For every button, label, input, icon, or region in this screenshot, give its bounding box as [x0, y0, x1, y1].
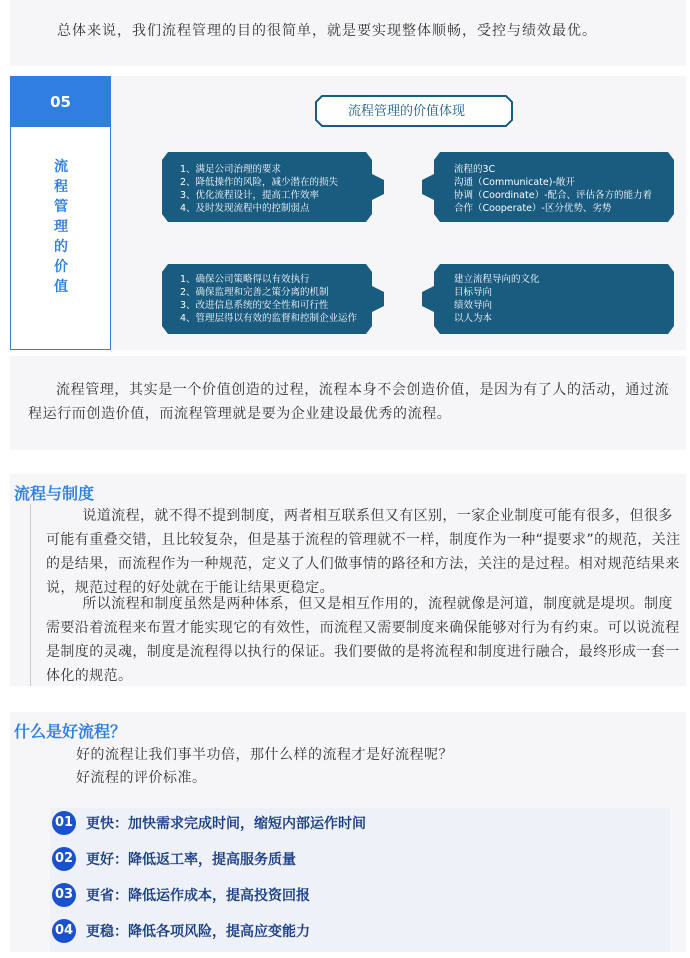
criteria-text: 更快：加快需求完成时间，缩短内部运作时间 [86, 816, 366, 832]
section-05 [10, 76, 686, 350]
section-vertical-title: 流程管理的价值 [54, 159, 68, 295]
box-bottom-left-notch [372, 286, 384, 312]
paragraph: 说道流程，就不得不提到制度，两者相互联系但又有区别，一家企业制度可能有很多，但很多可能有重叠交错，且比较复杂，但是基于流程的管理就不一样，制度作为一种“提要求”的规范，关注的是结果，而流程作为一种规范，定义了人们做事情的路径和方法，关注的是过程。相对规范结果来说，规范过程的好处就在于能让结果更稳定。 [46, 508, 681, 596]
box-line: 2、确保监理和完善之策分离的机制 [180, 287, 329, 298]
quote-bar [30, 504, 31, 686]
process-system-section [10, 474, 686, 686]
value-paragraph-box [10, 356, 686, 450]
criteria-text: 更好：降低返工率，提高服务质量 [86, 852, 296, 868]
box-line: 3、改进信息系统的安全性和可行性 [180, 300, 329, 311]
criteria-text: 更稳：降低各项风险，提高应变能力 [86, 924, 310, 940]
box-line: 合作（Cooperate）-区分优势、劣势 [454, 203, 612, 214]
box-line: 4、及时发现流程中的控制弱点 [180, 203, 310, 214]
intro-line: 好的流程让我们事半功倍，那什么样的流程才是好流程呢？ [76, 747, 453, 763]
box-line: 流程的3C [454, 164, 496, 175]
criteria-panel [50, 808, 670, 952]
box-line: 绩效导向 [454, 300, 493, 311]
number-badge: 03 [52, 883, 76, 907]
section-heading: 什么是好流程？ [14, 722, 127, 741]
box-line: 1、满足公司治理的要求 [180, 164, 282, 175]
box-line: 2、降低操作的风险，减少潜在的损失 [180, 177, 339, 188]
box-line: 1、确保公司策略得以有效执行 [180, 274, 310, 285]
intro-text: 总体来说，我们流程管理的目的很简单，就是要实现整体顺畅，受控与绩效最优。 [57, 23, 597, 39]
box-line: 以人为本 [454, 313, 493, 324]
box-line: 目标导向 [454, 287, 493, 298]
section-number: 05 [11, 77, 110, 127]
intro-box [10, 0, 686, 66]
good-process-section [10, 712, 686, 952]
box-top-left-notch [372, 174, 384, 200]
box-bottom-right-notch [422, 286, 434, 312]
box-top-right-notch [422, 174, 434, 200]
box-line: 协调（Coordinate）-配合、评估各方的能力着 [454, 190, 653, 201]
box-line: 沟通（Communicate)-敞开 [454, 177, 575, 188]
box-line: 4、管理层得以有效的监督和控制企业运作 [180, 313, 358, 324]
paragraph: 所以流程和制度虽然是两种体系，但又是相互作用的，流程就像是河道，制度就是堤坝。制度需要沿着流程来布置才能实现它的有效性，而流程又需要制度来确保能够对行为有约束。可以说流程是制度的灵魂，制度是流程得以执行的保证。我们要做的是将流程和制度进行融合，最终形成一套一体化的规范。 [46, 596, 680, 684]
number-badge: 04 [52, 919, 76, 943]
criteria-text: 更省：降低运作成本，提高投资回报 [86, 888, 310, 904]
section-heading: 流程与制度 [14, 484, 95, 503]
intro-line: 好流程的评价标准。 [76, 770, 207, 786]
number-badge: 01 [52, 811, 76, 835]
box-line: 3、优化流程设计，提高工作效率 [180, 190, 320, 201]
diagram-title: 流程管理的价值体现 [348, 104, 466, 119]
number-badge: 02 [52, 847, 76, 871]
box-line: 建立流程导向的文化 [454, 274, 540, 285]
value-paragraph: 流程管理，其实是一个价值创造的过程，流程本身不会创造价值，是因为有了人的活动，通过流程运行而创造价值，而流程管理就是要为企业建设最优秀的流程。 [28, 382, 670, 422]
